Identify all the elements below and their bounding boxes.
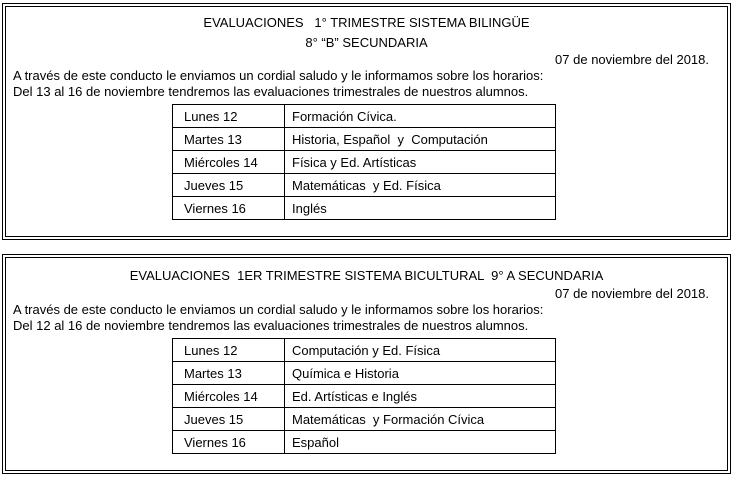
notice-intro: A través de este conducto le enviamos un cordial saludo y le informamos sobre los horarios: [13,302,544,317]
notice-dates-line: Del 12 al 16 de noviembre tendremos las evaluaciones trimestrales de nuestros alumnos. [13,318,529,333]
schedule-day: Viernes 16 [173,431,285,454]
notice-date: 07 de noviembre del 2018. [555,52,709,67]
schedule-day: Lunes 12 [173,339,285,362]
schedule-day: Viernes 16 [173,197,285,220]
schedule-subject: Inglés [285,197,556,220]
schedule-day: Jueves 15 [173,408,285,431]
schedule-row [173,151,556,174]
schedule-table [172,104,556,220]
schedule-row [173,339,556,362]
schedule-day: Jueves 15 [173,174,285,197]
schedule-row [173,128,556,151]
schedule-row [173,362,556,385]
notice-date: 07 de noviembre del 2018. [555,286,709,301]
notice-intro: A través de este conducto le enviamos un cordial saludo y le informamos sobre los horarios: [13,68,544,83]
schedule-subject: Español [285,431,556,454]
schedule-row [173,385,556,408]
notice-bicultural [5,257,728,471]
schedule-subject: Física y Ed. Artísticas [285,151,556,174]
schedule-row [173,105,556,128]
notice-title: EVALUACIONES 1° TRIMESTRE SISTEMA BILINGÜE [203,15,530,30]
notice-title: EVALUACIONES 1ER TRIMESTRE SISTEMA BICULTURAL 9° A SECUNDARIA [129,268,604,283]
schedule-subject: Química e Historia [285,362,556,385]
notice-bilingue [5,6,728,237]
notice-subtitle: 8° “B” SECUNDARIA [305,35,428,50]
schedule-day: Lunes 12 [173,105,285,128]
schedule-table [172,338,556,454]
schedule-subject: Matemáticas y Ed. Física [285,174,556,197]
schedule-day: Martes 13 [173,362,285,385]
schedule-subject: Historia, Español y Computación [285,128,556,151]
schedule-day: Martes 13 [173,128,285,151]
schedule-row [173,408,556,431]
schedule-subject: Matemáticas y Formación Cívica [285,408,556,431]
schedule-day: Miércoles 14 [173,151,285,174]
schedule-row [173,174,556,197]
schedule-row [173,197,556,220]
schedule-subject: Ed. Artísticas e Inglés [285,385,556,408]
schedule-subject: Formación Cívica. [285,105,556,128]
schedule-subject: Computación y Ed. Física [285,339,556,362]
schedule-row [173,431,556,454]
notice-dates-line: Del 13 al 16 de noviembre tendremos las evaluaciones trimestrales de nuestros alumnos. [13,84,529,99]
schedule-day: Miércoles 14 [173,385,285,408]
